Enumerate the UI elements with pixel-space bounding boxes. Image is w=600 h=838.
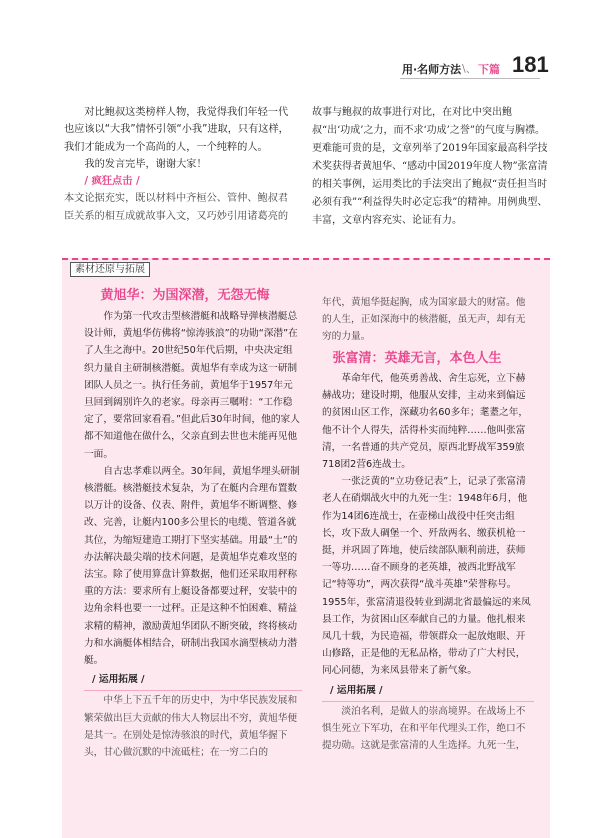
page-number: 181 (512, 52, 549, 77)
right-column (312, 104, 548, 230)
section-subtitle: 下篇 (478, 63, 500, 76)
panel-left-column (84, 308, 302, 761)
extension-label: / 运用拓展 / (330, 684, 383, 696)
header-rule (400, 78, 540, 79)
material-panel (62, 258, 550, 838)
extension-label: / 运用拓展 / (92, 674, 145, 686)
extension-text: 中华上下五千年的历史中，为中华民族发展和繁荣做出巨大贡献的伟大人物层出不穷，黄旭华便是其一。在别处是惊涛骇浪的时代，黄旭华握下头，甘心做沉默的中流砥柱；在一穷二白的 (84, 695, 298, 759)
story-title-zhang: 张富清：英雄无言，本色人生 (332, 351, 502, 366)
paragraph: 一张泛黄的“立功登记表”上，记录了张富清老人在硝烟战火中的九死一生：1948年6月，他作为14团6连战士，在壶梯山战役中任突击组长，攻下敌人碉堡一个、歼敌两名、缴获机枪一挺，并巩固了阵地，使后续部队顺利前进，获师一等功……奋不顾身的老英雄，被西北野战军记“特等功”，两次获得“战斗英雄”荣誉称号。1955年，张富清退役转业到湖北省最偏远的来凤县工作，为贫困山区奉献自己的力量。他扎根来凤几十载，为民造福，带领群众一起放炮眼、开山修路，正是他的无私品格，带动了广大村民，同心同德，为来凤县带来了新气象。 (322, 476, 531, 677)
paragraph: 革命年代，他英勇善战、舍生忘死，立下赫赫战功；建设时期，他服从安排，主动来到偏远的贫困山区工作，深藏功名60多年；耄耋之年，他不计个人得失，活得朴实而纯粹……他叫张富清，一名普通的共产党员，原西北野战军359旅718团2营6连战士。 (322, 373, 529, 471)
panel-tag: 素材还原与拓展 (70, 262, 150, 277)
divider (84, 690, 302, 691)
paragraph: 对比鲍叔这类榜样人物，我觉得我们年轻一代也应该以“大我”情怀引领“小我”进取，只有这样，我们才能成为一个高尚的人，一个纯粹的人。 (64, 107, 289, 153)
extension-text: 淡泊名利，是做人的崇高境界。在战场上不惧生死立下军功，在和平年代埋头工作，绝口不提功勋。这就是张富清的人生选择。九死一生， (322, 705, 526, 752)
paragraph: 自古忠孝难以两全。30年间，黄旭华埋头研制核潜艇。核潜艇技术复杂，为了在艇内合理布置数以万计的设备、仪表、附件，黄旭华不断调整、修改、完善，让艇内100多公里长的电缆、管道各就其位，为缩短建造工期打下坚实基础。用最“土”的办法解决最尖端的技术问题，是黄旭华克难攻坚的法宝。除了使用算盘计算数据，他们还采取用秤称重的方法：要求所有上艇设备都要过秤，安装中的边角余料也要一一过秤。正是这种不怕困难、精益求精的精神，激励黄旭华团队不断突破，终将核动力和水滴艇体相结合，研制出我国水滴型核动力潜艇。 (84, 465, 300, 667)
paragraph: 故事与鲍叔的故事进行对比，在对比中突出鲍叔“出‘功成’之力，而不求‘功成’之誉”的气度与胸襟。更难能可贵的是，文章列举了2019年国家最高科学技术奖获得者黄旭华、“感动中国2019年度人物”张富清的相关事例，运用类比的手法突出了鲍叔“责任担当时必须有我”“利益得失时必定忘我”的精神。用例典型、丰富，文章内容充实、论证有力。 (312, 107, 548, 226)
paragraph: 我的发言完毕，谢谢大家！ (84, 158, 207, 170)
divider (322, 701, 534, 702)
paragraph: 作为第一代攻击型核潜艇和战略导弹核潜艇总设计师，黄旭华仿佛将“惊涛骇浪”的功勋“深潜”在了人生之海中。20世纪50年代后期，中央决定组织力量自主研制核潜艇。黄旭华有幸成为这一研制团队人员之一。执行任务前，黄旭华于1957年元旦回到阔别许久的老家。母亲再三嘱咐：“工作稳定了，要常回家看看。”但此后30年时间，他的家人都不知道他在做什么，父亲直到去世也未能再见他一面。 (84, 311, 300, 460)
panel-right-column (322, 294, 534, 346)
section-title: 用·名师方法 (402, 63, 462, 76)
header-decoration: \、 (462, 62, 477, 75)
story-title-huang: 黄旭华：为国深潜，无怨无悔 (100, 288, 270, 303)
paragraph: 年代，黄旭华挺起胸，成为国家最大的财富。他的人生，正如深海中的核潜艇，虽无声，却有无穷的力量。 (322, 297, 526, 343)
left-column (64, 104, 296, 225)
page-header (0, 52, 600, 84)
panel-right-column-body (322, 370, 534, 754)
comment-text: 本文论据充实，既以材料中齐桓公、管仲、鲍叔君臣关系的相互成就故事入文，又巧妙引用诸葛亮的 (64, 193, 289, 222)
comment-label: / 疯狂点击 / (84, 176, 140, 188)
